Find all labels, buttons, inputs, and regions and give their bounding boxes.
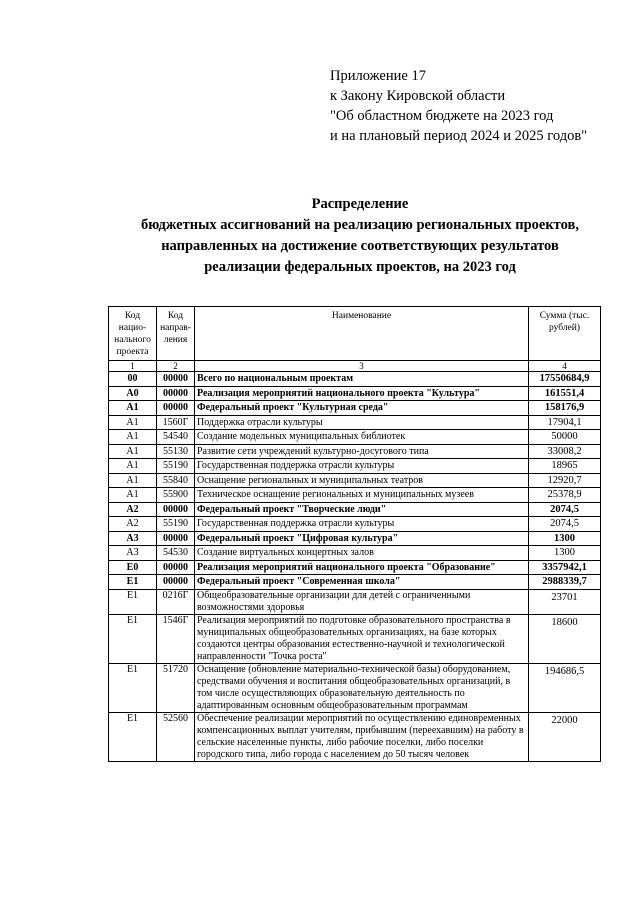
direction-code: 55190 xyxy=(157,459,195,474)
item-sum: 2074,5 xyxy=(529,517,601,532)
column-number: 1 xyxy=(109,361,157,372)
national-project-code: А3 xyxy=(109,531,157,546)
appendix-line: "Об областном бюджете на 2023 год xyxy=(330,108,554,124)
item-name: Реализация мероприятий национального проекта "Образование" xyxy=(195,560,529,575)
appendix-block xyxy=(330,66,587,146)
direction-code: 55840 xyxy=(157,473,195,488)
item-sum: 17904,1 xyxy=(529,415,601,430)
table-row xyxy=(109,575,601,590)
direction-code: 55190 xyxy=(157,517,195,532)
item-name: Создание виртуальных концертных залов xyxy=(195,546,529,561)
national-project-code: Е1 xyxy=(109,663,157,712)
item-name: Федеральный проект "Современная школа" xyxy=(195,575,529,590)
item-name: Федеральный проект "Культурная среда" xyxy=(195,401,529,416)
column-number: 3 xyxy=(195,361,529,372)
item-sum: 1300 xyxy=(529,531,601,546)
direction-code: 00000 xyxy=(157,575,195,590)
item-sum: 22000 xyxy=(529,712,601,761)
table-row xyxy=(109,459,601,474)
appendix-line: и на плановый период 2024 и 2025 годов" xyxy=(330,128,588,144)
national-project-code: А1 xyxy=(109,401,157,416)
item-sum: 25378,9 xyxy=(529,488,601,503)
header-row xyxy=(109,307,601,361)
item-name: Реализация мероприятий национального проекта "Культура" xyxy=(195,386,529,401)
item-sum: 23701 xyxy=(529,589,601,614)
table-row xyxy=(109,372,601,387)
national-project-code: Е1 xyxy=(109,575,157,590)
title-line: бюджетных ассигнований на реализацию региональных проектов, xyxy=(141,217,579,233)
direction-code: 1546Г xyxy=(157,614,195,663)
item-name: Реализация мероприятий по подготовке образовательного пространства в муниципальных общеобразовательных организациях, на базе которых создаются центры образования естественно-научной и технологической направленности "Точка роста" xyxy=(195,614,529,663)
table-row xyxy=(109,560,601,575)
direction-code: 54530 xyxy=(157,546,195,561)
table-row xyxy=(109,546,601,561)
table-row xyxy=(109,531,601,546)
header-national-project-code: Код нацио-нального проекта xyxy=(109,307,157,361)
national-project-code: Е1 xyxy=(109,614,157,663)
national-project-code: А1 xyxy=(109,473,157,488)
item-sum: 33008,2 xyxy=(529,444,601,459)
item-sum: 2988339,7 xyxy=(529,575,601,590)
item-name: Федеральный проект "Цифровая культура" xyxy=(195,531,529,546)
direction-code: 52560 xyxy=(157,712,195,761)
national-project-code: А1 xyxy=(109,430,157,445)
item-sum: 161551,4 xyxy=(529,386,601,401)
table-row xyxy=(109,444,601,459)
national-project-code: 00 xyxy=(109,372,157,387)
header-name: Наименование xyxy=(195,307,529,361)
item-name: Техническое оснащение региональных и муниципальных музеев xyxy=(195,488,529,503)
direction-code: 00000 xyxy=(157,401,195,416)
item-name: Развитие сети учреждений культурно-досугового типа xyxy=(195,444,529,459)
item-name: Государственная поддержка отрасли культуры xyxy=(195,459,529,474)
allocation-table xyxy=(108,306,601,762)
header-sum: Сумма (тыс. рублей) xyxy=(529,307,601,361)
table-row xyxy=(109,712,601,761)
national-project-code: А2 xyxy=(109,502,157,517)
item-sum: 18965 xyxy=(529,459,601,474)
item-name: Поддержка отрасли культуры xyxy=(195,415,529,430)
column-number: 2 xyxy=(157,361,195,372)
item-name: Обеспечение реализации мероприятий по осуществлению единовременных компенсационных выплат учителям, прибывшим (переехавшим) на работу в сельские населенные пункты, либо рабочие поселки, либо поселки городского типа, либо города с населением до 50 тысяч человек xyxy=(195,712,529,761)
item-name: Оснащение (обновление материально-технической базы) оборудованием, средствами обучения и воспитания общеобразовательных организаций, в том числе осуществляющих образовательную деятельность по адаптированным основным общеобразовательным программам xyxy=(195,663,529,712)
item-sum: 2074,5 xyxy=(529,502,601,517)
table-row xyxy=(109,488,601,503)
appendix-line: Приложение 17 xyxy=(330,68,426,84)
table-row xyxy=(109,502,601,517)
item-sum: 3357942,1 xyxy=(529,560,601,575)
national-project-code: А1 xyxy=(109,459,157,474)
table-row xyxy=(109,473,601,488)
table-row xyxy=(109,663,601,712)
item-name: Федеральный проект "Творческие люди" xyxy=(195,502,529,517)
item-name: Оснащение региональных и муниципальных театров xyxy=(195,473,529,488)
national-project-code: Е1 xyxy=(109,589,157,614)
direction-code: 55130 xyxy=(157,444,195,459)
item-sum: 194686,5 xyxy=(529,663,601,712)
direction-code: 51720 xyxy=(157,663,195,712)
title-line: направленных на достижение соответствующих результатов xyxy=(161,238,559,254)
appendix-line: к Закону Кировской области xyxy=(330,88,506,104)
header-direction-code: Код направ-ления xyxy=(157,307,195,361)
national-project-code: А1 xyxy=(109,444,157,459)
table-row xyxy=(109,386,601,401)
title-line: реализации федеральных проектов, на 2023 год xyxy=(204,259,516,275)
table-row xyxy=(109,430,601,445)
item-name: Всего по национальным проектам xyxy=(195,372,529,387)
item-sum: 50000 xyxy=(529,430,601,445)
national-project-code: А2 xyxy=(109,517,157,532)
item-name: Государственная поддержка отрасли культуры xyxy=(195,517,529,532)
direction-code: 00000 xyxy=(157,560,195,575)
column-number-row xyxy=(109,361,601,372)
national-project-code: Е1 xyxy=(109,712,157,761)
table-row xyxy=(109,401,601,416)
table-row xyxy=(109,517,601,532)
item-name: Создание модельных муниципальных библиотек xyxy=(195,430,529,445)
national-project-code: А1 xyxy=(109,415,157,430)
item-sum: 17550684,9 xyxy=(529,372,601,387)
national-project-code: А1 xyxy=(109,488,157,503)
national-project-code: Е0 xyxy=(109,560,157,575)
column-number: 4 xyxy=(529,361,601,372)
national-project-code: А0 xyxy=(109,386,157,401)
direction-code: 00000 xyxy=(157,502,195,517)
title-line: Распределение xyxy=(311,196,409,212)
table-row xyxy=(109,415,601,430)
direction-code: 0216Г xyxy=(157,589,195,614)
item-sum: 158176,9 xyxy=(529,401,601,416)
direction-code: 00000 xyxy=(157,531,195,546)
table-row xyxy=(109,614,601,663)
item-sum: 1300 xyxy=(529,546,601,561)
direction-code: 1560Г xyxy=(157,415,195,430)
item-sum: 12920,7 xyxy=(529,473,601,488)
item-sum: 18600 xyxy=(529,614,601,663)
item-name: Общеобразовательные организации для детей с ограниченными возможностями здоровья xyxy=(195,589,529,614)
table-row xyxy=(109,589,601,614)
direction-code: 00000 xyxy=(157,386,195,401)
document-title xyxy=(100,194,620,278)
direction-code: 00000 xyxy=(157,372,195,387)
national-project-code: А3 xyxy=(109,546,157,561)
direction-code: 54540 xyxy=(157,430,195,445)
direction-code: 55900 xyxy=(157,488,195,503)
